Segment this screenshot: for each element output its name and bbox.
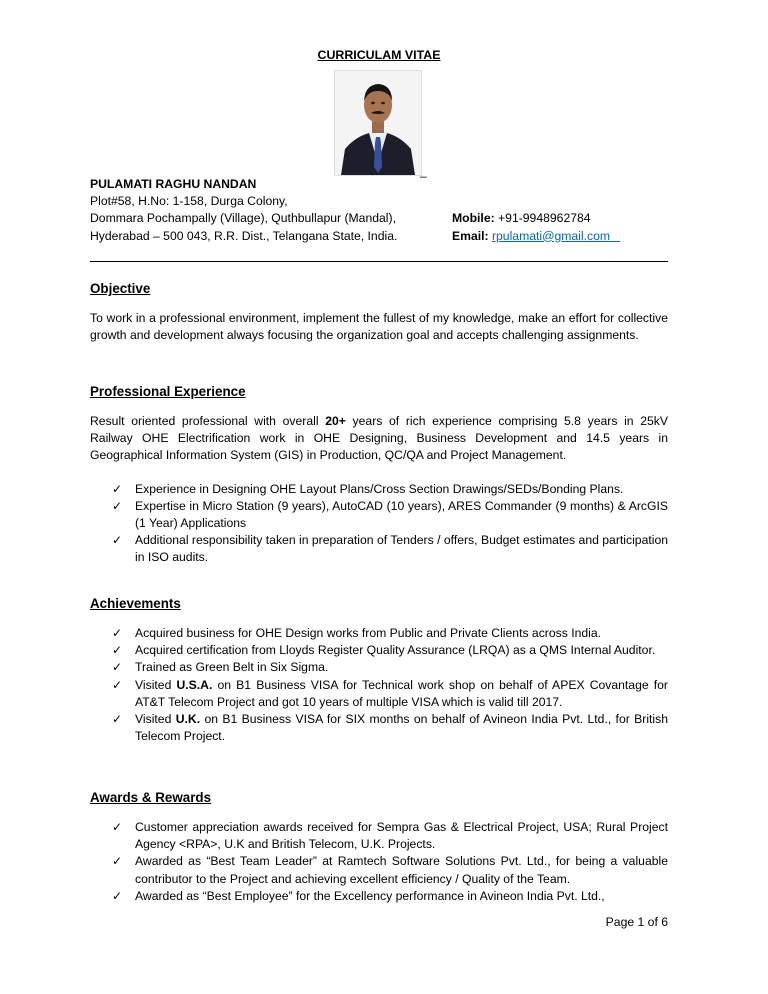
checkmark-icon: ✓ xyxy=(112,854,123,869)
cv-page xyxy=(90,0,668,994)
address-line-3: Hyderabad – 500 043, R.R. Dist., Telangana State, India. xyxy=(90,228,398,243)
checkmark-icon: ✓ xyxy=(112,643,123,658)
portrait-image xyxy=(335,71,421,175)
page-number: Page 1 of 6 xyxy=(605,915,668,929)
awards-section xyxy=(90,790,668,905)
objective-section xyxy=(90,281,668,344)
summary-text-end: years of rich experience comprising 5.8 years in 25kV Railway OHE Electrification work in OHE Designing, Business Development and 14.5 years in Geographical Information System (GIS) in Production, QC/QA and Project Management. xyxy=(90,414,669,463)
document-title: CURRICULAM VITAE xyxy=(317,48,441,62)
checkmark-icon: ✓ xyxy=(112,712,123,727)
experience-section xyxy=(90,384,668,567)
list-item: ✓ Additional responsibility taken in preparation of Tenders / offers, Budget estimates and participation in ISO audits. xyxy=(112,533,668,565)
profile-photo xyxy=(334,70,422,176)
list-item: ✓ Acquired certification from Lloyds Register Quality Assurance (LRQA) as a QMS Internal Auditor. xyxy=(90,642,668,659)
list-item: ✓ Visited U.S.A. on B1 Business VISA for Technical work shop on behalf of APEX Covantage for AT&T Telecom Project and got 10 years of multiple VISA which is valid till 2017. xyxy=(112,677,668,709)
checkmark-icon: ✓ xyxy=(112,660,123,675)
checkmark-icon: ✓ xyxy=(112,498,123,513)
checkmark-icon: ✓ xyxy=(112,626,123,640)
checkmark-icon: ✓ xyxy=(112,677,123,692)
awards-heading: Awards & Rewards xyxy=(90,790,212,805)
email-label: Email: xyxy=(452,228,489,243)
checkmark-icon: ✓ xyxy=(112,888,123,903)
list-item: ✓ Awarded as “Best Team Leader” at Ramtech Software Solutions Pvt. Ltd., for being a valuable contributor to the Project and achieving excellent efficiency / Quality of the Team. xyxy=(112,854,668,886)
achievements-heading: Achievements xyxy=(90,596,181,611)
experience-heading: Professional Experience xyxy=(90,384,246,399)
summary-text-start: Result oriented professional with overall xyxy=(90,414,326,428)
summary-years: 20+ xyxy=(325,414,346,428)
achievements-section xyxy=(90,596,668,745)
candidate-name: PULAMATI RAGHU NANDAN xyxy=(90,177,257,191)
mobile-field xyxy=(452,210,591,227)
experience-summary xyxy=(90,413,668,465)
list-item: ✓ Acquired business for OHE Design works from Public and Private Clients across India. xyxy=(90,625,668,642)
list-item: ✓ Expertise in Micro Station (9 years), AutoCAD (10 years), ARES Commander (9 months) & ArcGIS (1 Year) Applications xyxy=(112,498,668,531)
address-line-2: Dommara Pochampally (Village), Quthbullapur (Mandal), xyxy=(90,211,396,226)
contact-block xyxy=(90,176,668,245)
address-line-1: Plot#58, H.No: 1-158, Durga Colony, xyxy=(90,194,288,209)
awards-list xyxy=(90,819,668,905)
achievements-list xyxy=(90,625,668,745)
list-item: ✓ Visited U.K. on B1 Business VISA for SIX months on behalf of Avineon India Pvt. Ltd., for British Telecom Project. xyxy=(112,712,669,744)
checkmark-icon: ✓ xyxy=(112,481,123,496)
email-field xyxy=(452,228,620,245)
mobile-number: +91-9948962784 xyxy=(498,211,591,226)
list-item: ✓ Customer appreciation awards received for Sempra Gas & Electrical Project, USA; Rural Project Agency <RPA>, U.K and British Telecom, U.K. Projects. xyxy=(112,820,668,852)
list-item: ✓ Awarded as “Best Employee” for the Excellency performance in Avineon India Pvt. Ltd., xyxy=(90,888,668,905)
list-item: ✓ Trained as Green Belt in Six Sigma. xyxy=(90,659,668,676)
checkmark-icon: ✓ xyxy=(112,533,123,548)
email-link[interactable]: rpulamati@gmail.com xyxy=(491,228,610,243)
photo-underscore: _ xyxy=(420,164,427,178)
email-underline-trail xyxy=(610,229,620,243)
list-item: ✓ Experience in Designing OHE Layout Plans/Cross Section Drawings/SEDs/Bonding Plans. xyxy=(90,481,668,498)
mobile-label: Mobile: xyxy=(452,211,495,226)
checkmark-icon: ✓ xyxy=(112,820,123,834)
objective-heading: Objective xyxy=(90,281,151,296)
header-divider xyxy=(90,261,668,262)
objective-text: To work in a professional environment, implement the fullest of my knowledge, make an effort for collective growth and development always focusing the organization goal and accepts challenging assignments. xyxy=(90,311,668,343)
experience-list xyxy=(90,481,668,567)
